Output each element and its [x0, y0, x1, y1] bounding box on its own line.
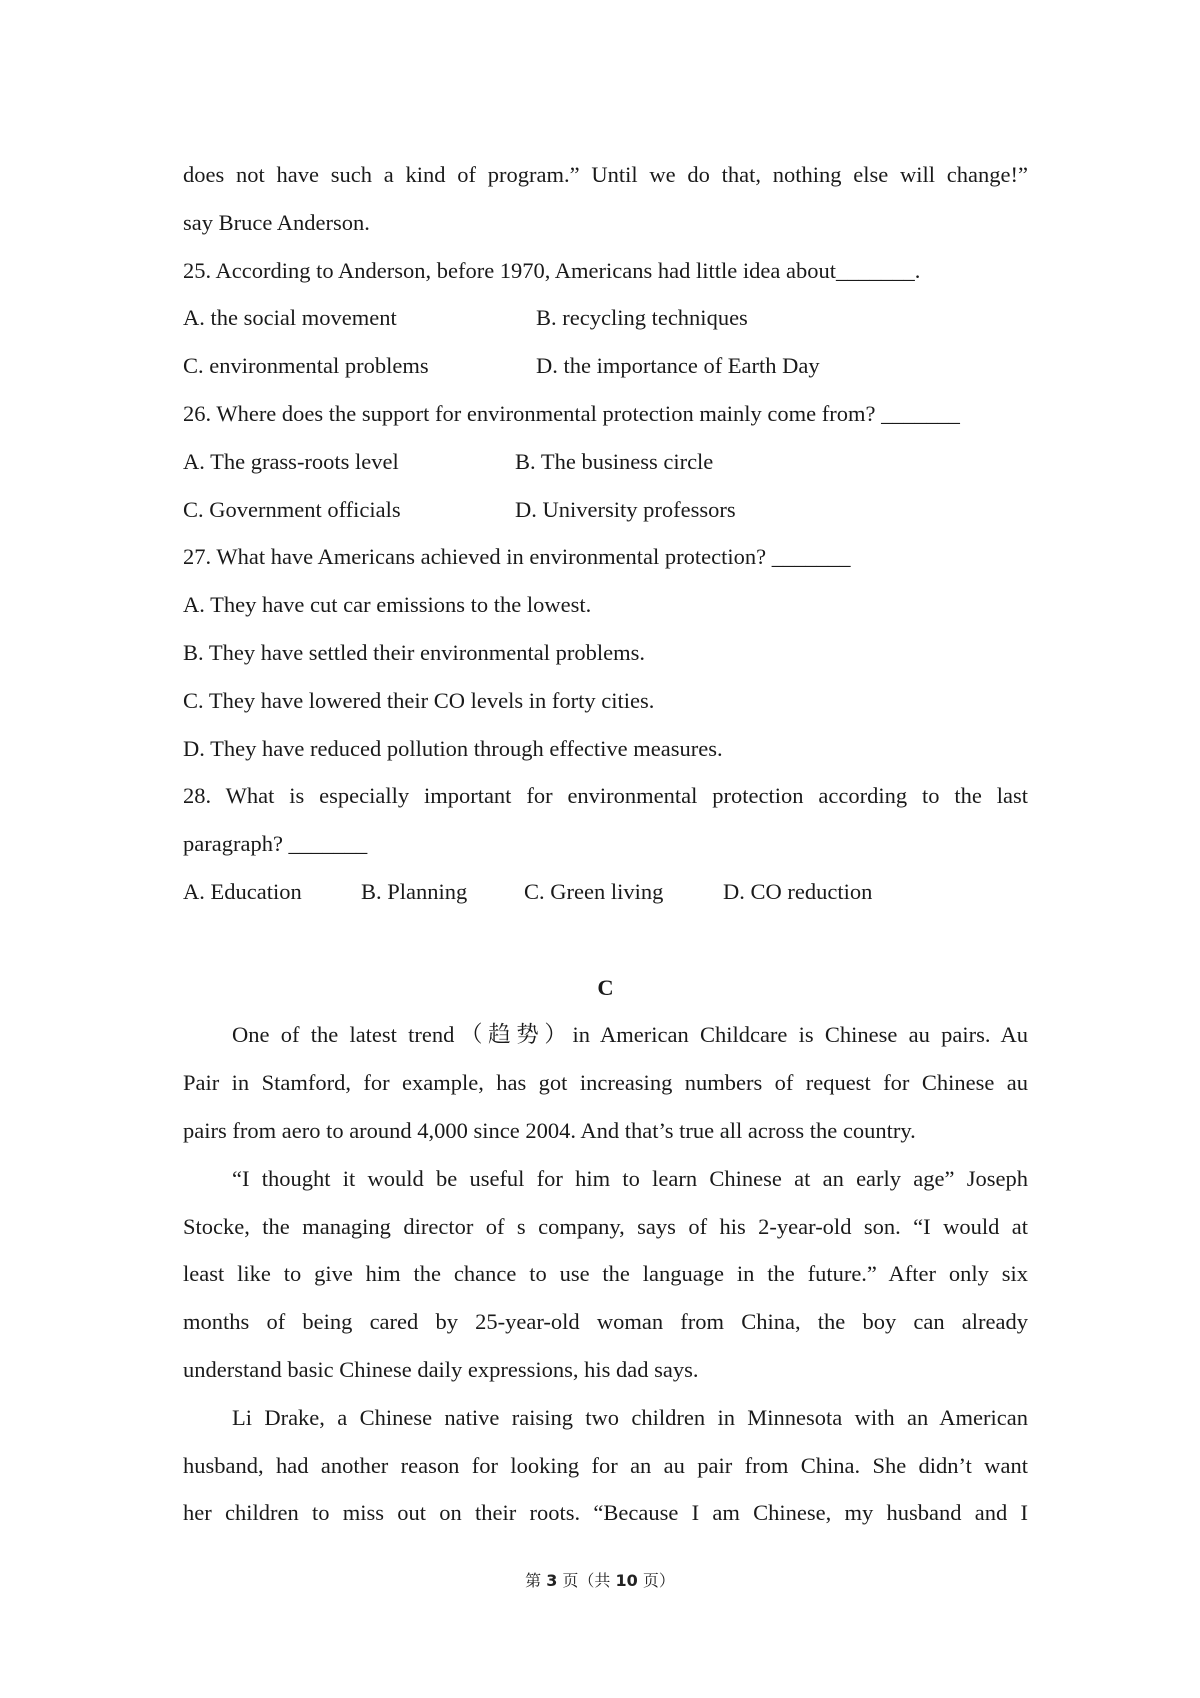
footer-total-pages: 10 [615, 1571, 638, 1590]
question-28-option-c: C. Green living [524, 878, 664, 904]
question-26-options-row-2 [183, 486, 1028, 534]
paragraph-line: husband, had another reason for looking for an au pair from China. She didn’t want [183, 1452, 1028, 1478]
question-26-options-row-1 [183, 438, 1028, 486]
paragraph-line: pairs from aero to around 4,000 since 2004. And that’s true all across the country. [183, 1117, 916, 1143]
question-28-option-b: B. Planning [361, 878, 468, 904]
question-28-option-a: A. Education [183, 878, 302, 904]
footer-prefix: 第 [525, 1571, 542, 1590]
continuation-line-1: does not have such a kind of program.” Until we do that, nothing else will change!” [183, 162, 1028, 187]
question-26-option-b: B. The business circle [515, 448, 714, 474]
footer-page-number: 3 [546, 1571, 558, 1590]
paragraph-line: Li Drake, a Chinese native raising two children in Minnesota with an American [232, 1404, 1028, 1430]
question-25-options-row-1 [183, 294, 1028, 342]
question-27-option-b: B. They have settled their environmental problems. [183, 639, 645, 665]
paragraph-line: One of the latest trend（趋势）in American Childcare is Chinese au pairs. Au [232, 1022, 1028, 1048]
section-c-paragraph-1 [183, 1011, 1028, 1154]
section-c-paragraph-3 [183, 1394, 1028, 1537]
paragraph-line: Stocke, the managing director of s company, says of his 2-year-old son. “I would at [183, 1213, 1028, 1239]
question-27-option-c: C. They have lowered their CO levels in forty cities. [183, 687, 655, 713]
paragraph-line: Pair in Stamford, for example, has got increasing numbers of request for Chinese au [183, 1070, 1028, 1096]
paragraph-line: “I thought it would be useful for him to learn Chinese at an early age” Joseph [232, 1165, 1028, 1191]
document-page [183, 151, 1028, 1537]
paragraph-line: months of being cared by 25-year-old woman from China, the boy can already [183, 1309, 1028, 1335]
page-footer [0, 1568, 1200, 1591]
footer-middle: 页（共 [562, 1571, 611, 1590]
section-c-heading: C [597, 974, 614, 1000]
question-26-option-d: D. University professors [515, 496, 736, 522]
question-25-option-b: B. recycling techniques [536, 305, 748, 331]
question-25-option-c: C. environmental problems [183, 353, 429, 379]
question-25-stem: 25. According to Anderson, before 1970, Americans had little idea about_______. [183, 257, 921, 283]
question-26-option-c: C. Government officials [183, 496, 401, 522]
question-27-option-d: D. They have reduced pollution through effective measures. [183, 735, 723, 761]
question-28-stem-line-1: 28. What is especially important for environmental protection according to the last [183, 783, 1028, 809]
question-27-stem: 27. What have Americans achieved in environmental protection? _______ [183, 544, 851, 570]
question-25-option-d: D. the importance of Earth Day [536, 353, 820, 379]
question-26-stem: 26. Where does the support for environmental protection mainly come from? _______ [183, 400, 960, 426]
paragraph-line: her children to miss out on their roots. “Because I am Chinese, my husband and I [183, 1500, 1028, 1526]
question-28-option-d: D. CO reduction [723, 878, 873, 904]
footer-suffix: 页） [642, 1571, 675, 1590]
section-c-paragraph-2 [183, 1155, 1028, 1394]
question-28-stem-line-2: paragraph? _______ [183, 831, 368, 857]
question-26-option-a: A. The grass-roots level [183, 448, 399, 474]
continuation-line-2: say Bruce Anderson. [183, 209, 370, 235]
question-25-option-a: A. the social movement [183, 305, 397, 331]
question-25-options-row-2 [183, 342, 1028, 390]
question-28-options-row [183, 868, 1028, 916]
question-27-option-a: A. They have cut car emissions to the lowest. [183, 592, 592, 618]
paragraph-line: least like to give him the chance to use the language in the future.” After only six [183, 1261, 1028, 1287]
paragraph-line: understand basic Chinese daily expressions, his dad says. [183, 1356, 699, 1382]
